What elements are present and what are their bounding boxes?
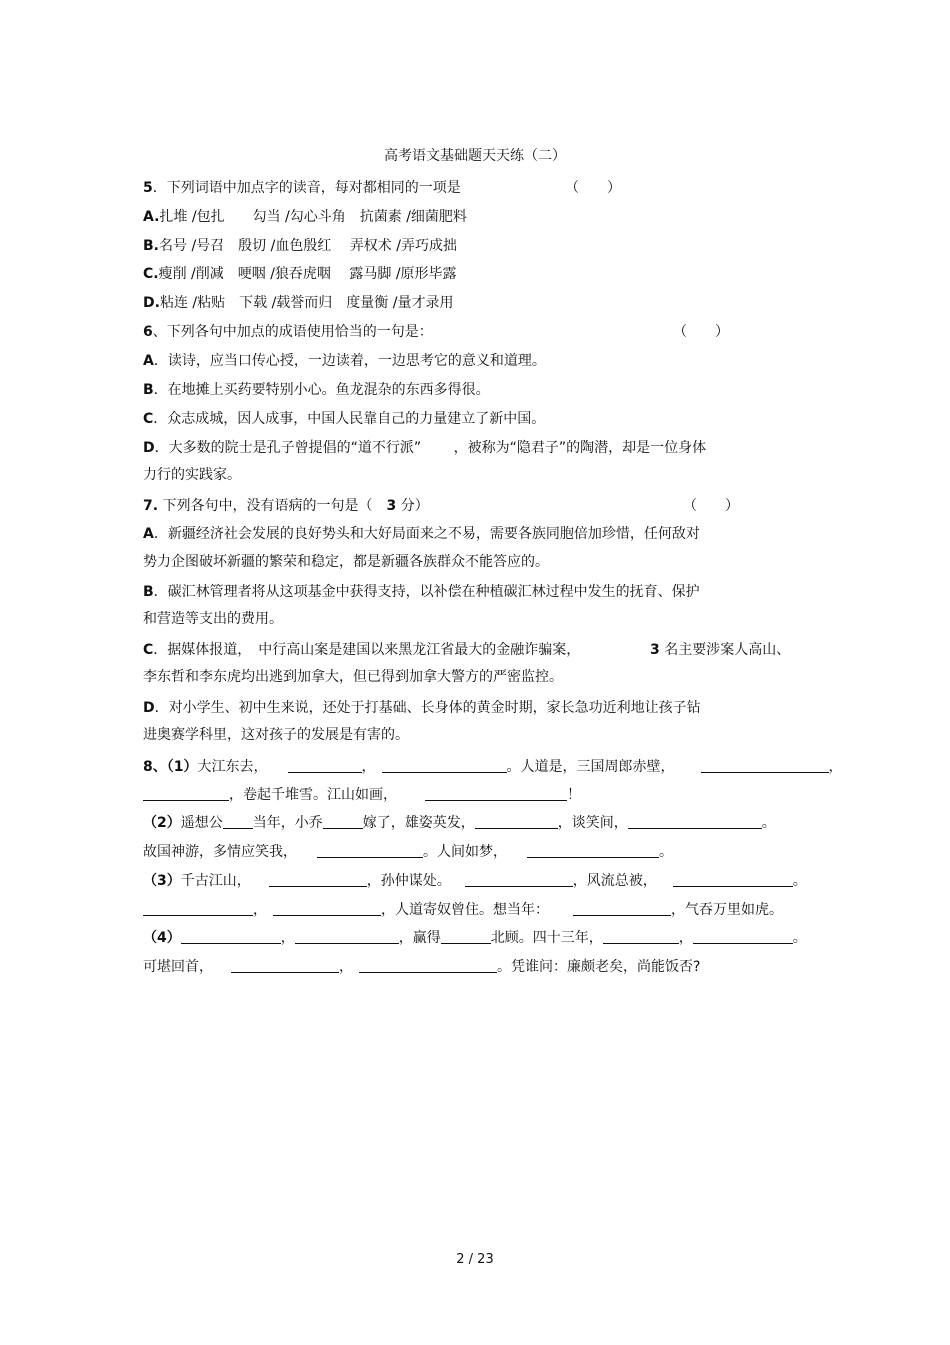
text: 。 [659,844,673,860]
text: ， [678,930,693,946]
fill-blank [603,929,679,944]
text: 。凭谁问：廉颇老矣，尚能饭否? [497,959,701,975]
fill-blank [465,872,573,887]
q8-part2-label: （2） [143,815,181,831]
text: ， [339,959,353,975]
fill-blank [181,929,281,944]
text: ，谈笑间， [557,815,628,831]
q8-part4-label: （4） [143,930,181,946]
q7-option-b [143,583,700,601]
q6-number: 6 [143,324,153,340]
fill-blank [269,872,367,887]
option-label: A [143,526,154,542]
text: ， [828,759,843,775]
q7-score: 3 [386,498,397,514]
q8-part2-line1 [143,814,776,832]
text: 北顾。四十三年， [490,930,603,946]
option-label: A [143,353,154,369]
q8-part1-line2 [143,786,581,804]
fill-blank [673,872,793,887]
q8-part4-line1 [143,929,807,947]
q7-option-d-cont: 进奥赛学科里，这对孩子的发展是有害的。 [143,727,409,743]
q8-part3-line1 [143,872,807,890]
q6-option-a [143,352,546,370]
q8-number: 8 [143,759,153,775]
option-label: C. [143,266,159,282]
fill-blank [701,758,829,773]
q6-stem [143,323,433,341]
q8-part4-line2 [143,958,700,976]
fill-blank [143,901,253,916]
fill-blank [143,786,229,801]
text: 千古江山， [180,873,251,889]
text: ， [253,902,267,918]
q5-option-a [143,208,467,226]
text: 。 [792,873,807,889]
text: 。人道是，三国周郎赤壁， [506,759,675,775]
option-label: B [143,584,154,600]
q8-part2-line2 [143,843,673,861]
fill-blank [359,958,497,973]
q5-stem [143,179,461,197]
q6-option-d [143,439,706,457]
fill-blank [295,929,399,944]
text: 。人间如梦， [423,844,507,860]
option-text: 瘦削 /削减 哽咽 /狼吞虎咽 露马脚 /原形毕露 [158,266,457,282]
q7-option-c-tail [650,641,790,659]
text: ！ [567,787,581,803]
text: ，人道寄奴曾住。想当年： [381,902,549,918]
q8-part3-label: （3） [143,873,181,889]
text: 。 [792,930,807,946]
q7-number: 7. [143,498,159,514]
text: 可堪回首， [143,959,213,975]
option-text: 名主要涉案人高山、 [659,642,791,658]
fill-blank [273,901,381,916]
fill-blank [693,929,793,944]
option-text: ．在地摊上买药要特别小心。鱼龙混杂的东西多得很。 [153,382,490,398]
q7-stem-text-end: 分） [396,498,429,514]
fill-blank [317,843,423,858]
page-title: 高考语文基础题天天练（二） [384,148,566,164]
option-label: C [143,411,154,427]
option-text: 粘连 /粘贴 下载 /载誉而归 度量衡 /量才录用 [159,295,454,311]
q6-option-c [143,410,545,428]
q7-option-a [143,525,700,543]
q5-option-c [143,265,457,283]
q5-answer-paren: （ ） [565,180,621,196]
text: ，风流总被， [572,873,657,889]
fill-blank [425,786,567,801]
fill-blank [231,958,339,973]
q8-part1-label: 、（1） [152,759,198,775]
option-text: ．新疆经济社会发展的良好势头和大好局面来之不易，需要各族同胞倍加珍惜，任何敌对 [153,526,700,542]
fill-blank [628,814,762,829]
text: 当年，小乔 [252,815,323,831]
q7-stem-text: 下列各句中，没有语病的一句是（ [158,498,387,514]
text: 大江东去， [197,759,268,775]
text: ，赢得 [398,930,441,946]
text: ，卷起千堆雪。江山如画， [229,787,397,803]
q6-option-b [143,381,490,399]
text: 故国神游，多情应笑我， [143,844,297,860]
option-label: D [143,440,155,456]
option-label: D. [143,295,160,311]
text: 。 [761,815,776,831]
option-text: 扎堆 /包扎 勾当 /勾心斗角 抗菌素 /细菌肥料 [159,209,467,225]
fill-blank [323,814,363,829]
q6-stem-text: 、下列各句中加点的成语使用恰当的一句是： [152,324,433,340]
fill-blank [382,758,507,773]
q7-option-c-cont: 李东哲和李东虎均出逃到加拿大，但已得到加拿大警方的严密监控。 [143,669,563,685]
q7-stem [143,497,429,515]
q7-option-b-cont: 和营造等支出的费用。 [143,611,283,627]
option-label: B [143,382,154,398]
text: 嫁了，雄姿英发， [362,815,475,831]
text: ， [361,759,376,775]
text: 遥想公 [180,815,223,831]
option-text: 名号 /号召 殷切 /血色殷红 弄权术 /弄巧成拙 [159,238,457,254]
fill-blank [573,901,671,916]
fill-blank [288,758,362,773]
fill-blank [223,814,253,829]
option-label: A. [143,209,160,225]
q7-option-d [143,699,701,717]
q5-stem-text: ．下列词语中加点字的读音，每对都相同的一项是 [152,180,461,196]
text: ，气吞万里如虎。 [671,902,783,918]
option-label: D [143,700,155,716]
option-text: ．众志成城，因人成事，中国人民靠自己的力量建立了新中国。 [153,411,546,427]
option-text: ．对小学生、初中生来说，还处于打基础、长身体的黄金时期，家长急功近利地让孩子钻 [154,700,701,716]
option-label: B. [143,238,159,254]
q6-option-d-cont: 力行的实践家。 [143,467,241,483]
option-text: ．据媒体报道， 中行高山案是建国以来黑龙江省最大的金融诈骗案， [153,642,581,658]
text: ，孙仲谋处。 [366,873,451,889]
page-number: 2 / 23 [456,1252,494,1267]
option-text: ．大多数的院士是孔子曾提倡的“道不行派” ，被称为“隐君子”的陶潜，却是一位身体 [154,440,707,456]
option-text: ．读诗，应当口传心授，一边读着，一边思考它的意义和道理。 [153,353,546,369]
fill-blank [527,843,659,858]
q8-part3-line2 [143,901,783,919]
fill-blank [441,929,491,944]
q5-option-d [143,294,453,312]
q7-option-a-cont: 势力企图破坏新疆的繁荣和稳定，都是新疆各族群众不能答应的。 [143,554,549,570]
text: ， [280,930,295,946]
q7-option-c [143,641,580,659]
q8-part1-line1 [143,758,843,776]
option-label: C [143,642,154,658]
option-text: ．碳汇林管理者将从这项基金中获得支持，以补偿在种植碳汇林过程中发生的抚育、保护 [153,584,700,600]
fill-blank [475,814,558,829]
option-number: 3 [650,642,660,658]
q6-answer-paren: （ ） [673,324,729,340]
q7-answer-paren: （ ） [683,498,739,514]
q5-number: 5 [143,180,153,196]
q5-option-b [143,237,457,255]
